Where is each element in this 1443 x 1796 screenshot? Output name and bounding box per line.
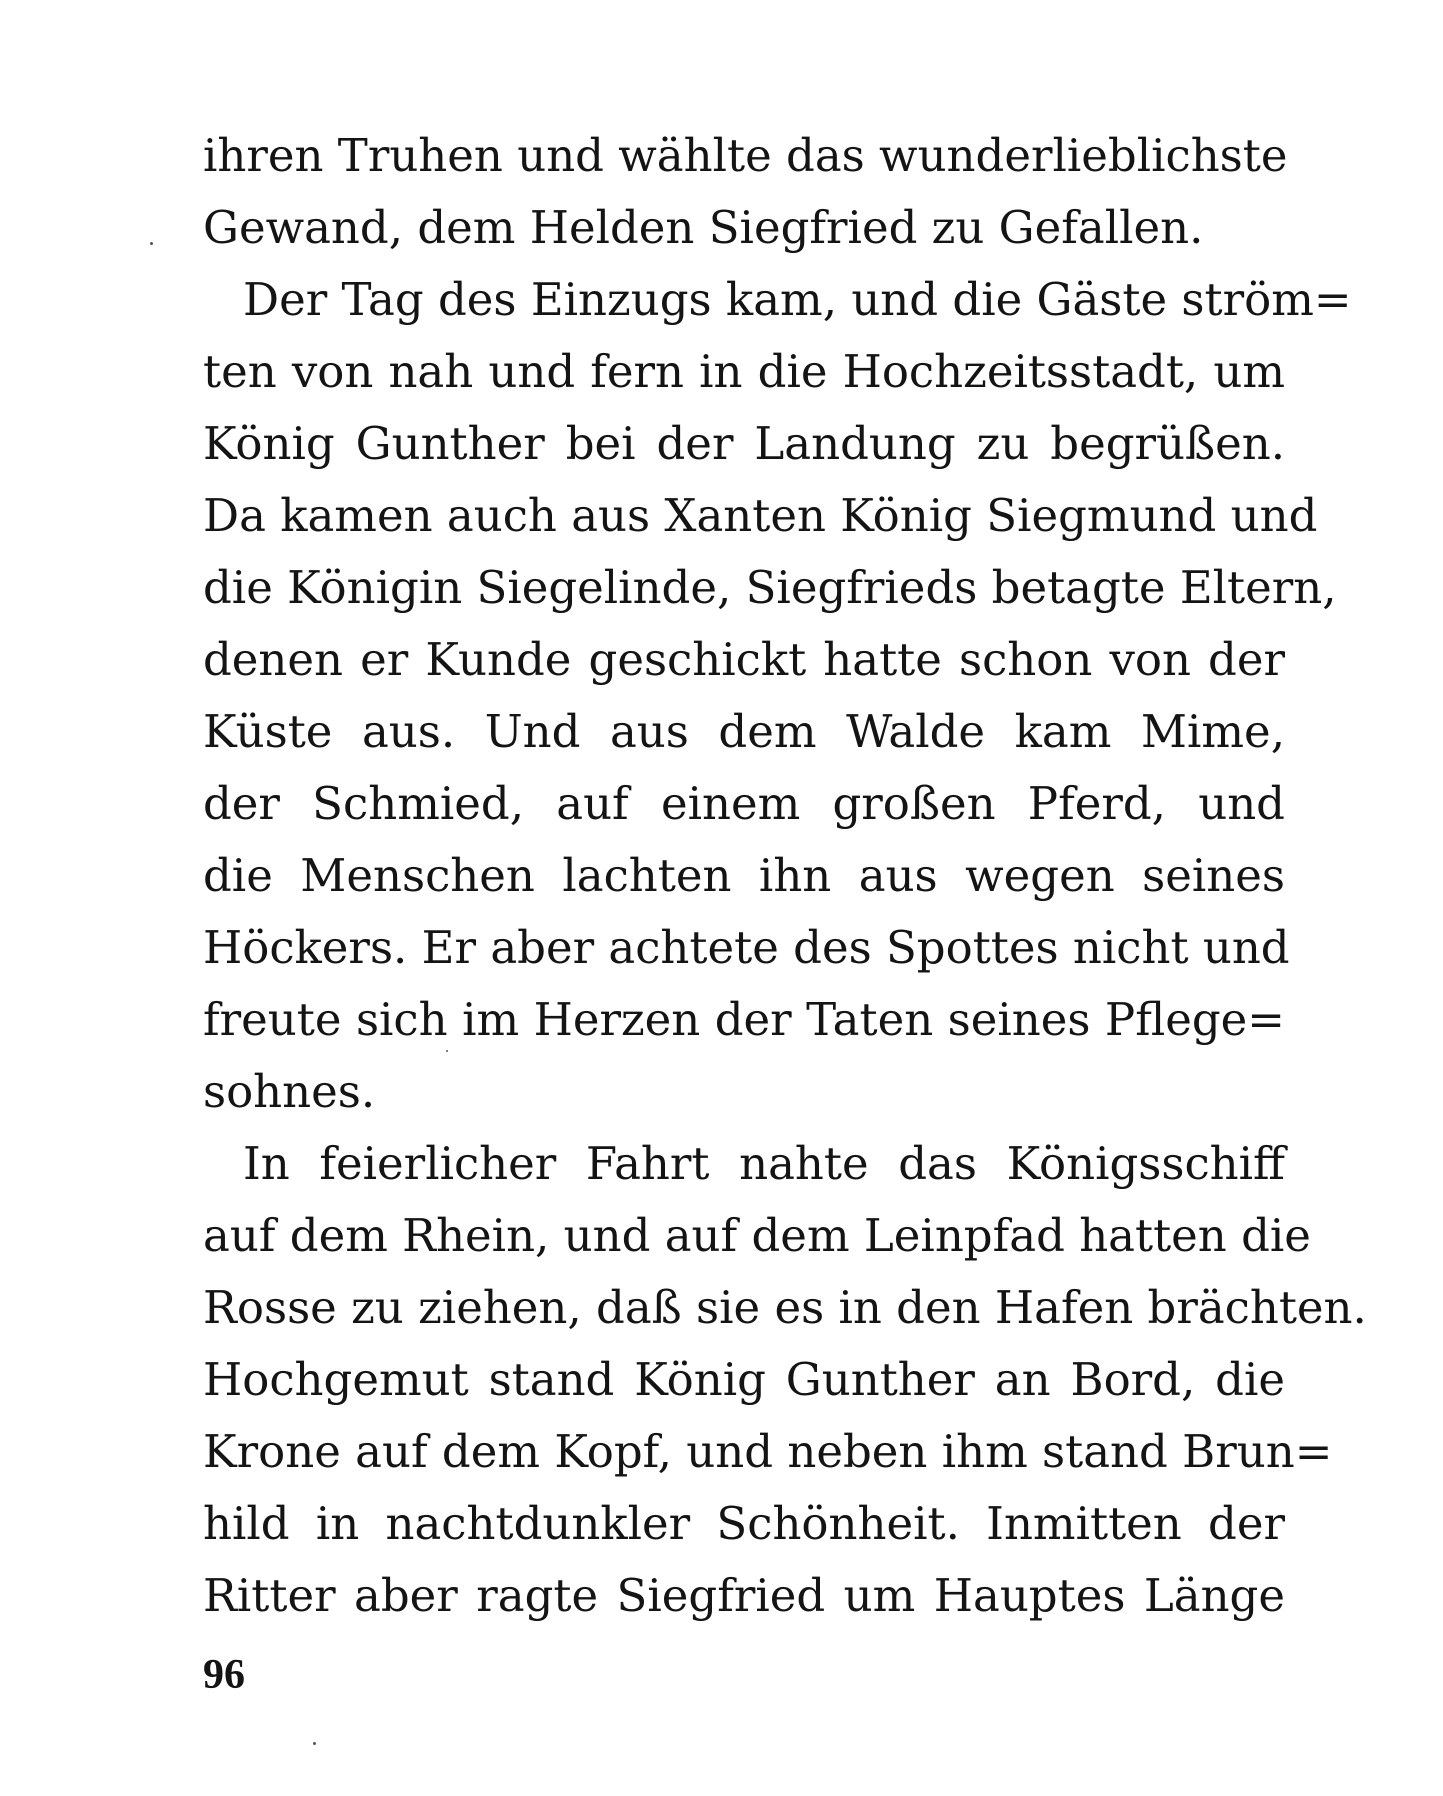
text-line: ten von nah und fern in die Hochzeitsstadt, um: [203, 345, 1285, 398]
text-line: freute sich im Herzen der Taten seines Pflege=: [203, 993, 1285, 1046]
text-line: Küste aus. Und aus dem Walde kam Mime,: [203, 705, 1285, 758]
text-line: der Schmied, auf einem großen Pferd, und: [203, 777, 1285, 830]
text-line: die Königin Siegelinde, Siegfrieds betagte Eltern,: [203, 561, 1337, 614]
text-line: Rosse zu ziehen, daß sie es in den Hafen brächten.: [203, 1281, 1367, 1334]
page-number: 96: [203, 1652, 245, 1698]
text-line: hild in nachtdunkler Schönheit. Inmitten der: [203, 1497, 1285, 1550]
text-line: denen er Kunde geschickt hatte schon von der: [203, 633, 1285, 686]
scan-speck: [313, 1742, 316, 1745]
scan-speck: [446, 1050, 448, 1052]
text-line: Höckers. Er aber achtete des Spottes nicht und: [203, 921, 1290, 974]
text-line: Krone auf dem Kopf, und neben ihm stand Brun=: [203, 1425, 1333, 1478]
text-line: Hochgemut stand König Gunther an Bord, die: [203, 1353, 1285, 1406]
text-line: sohnes.: [203, 1065, 376, 1118]
text-line: ihren Truhen und wählte das wunderlieblichste: [203, 129, 1288, 182]
paragraph-start-line: Der Tag des Einzugs kam, und die Gäste ström=: [243, 273, 1352, 326]
body-text: [203, 120, 1367, 1632]
text-line: auf dem Rhein, und auf dem Leinpfad hatten die: [203, 1209, 1311, 1262]
paragraph-start-line: In feierlicher Fahrt nahte das Königsschiff: [243, 1137, 1285, 1190]
scan-speck: [150, 242, 153, 245]
text-line: Gewand, dem Helden Siegfried zu Gefallen.: [203, 201, 1204, 254]
text-line: König Gunther bei der Landung zu begrüßen.: [203, 417, 1285, 470]
text-line: die Menschen lachten ihn aus wegen seines: [203, 849, 1285, 902]
text-line: Da kamen auch aus Xanten König Siegmund und: [203, 489, 1318, 542]
text-line: Ritter aber ragte Siegfried um Hauptes Länge: [203, 1569, 1285, 1622]
